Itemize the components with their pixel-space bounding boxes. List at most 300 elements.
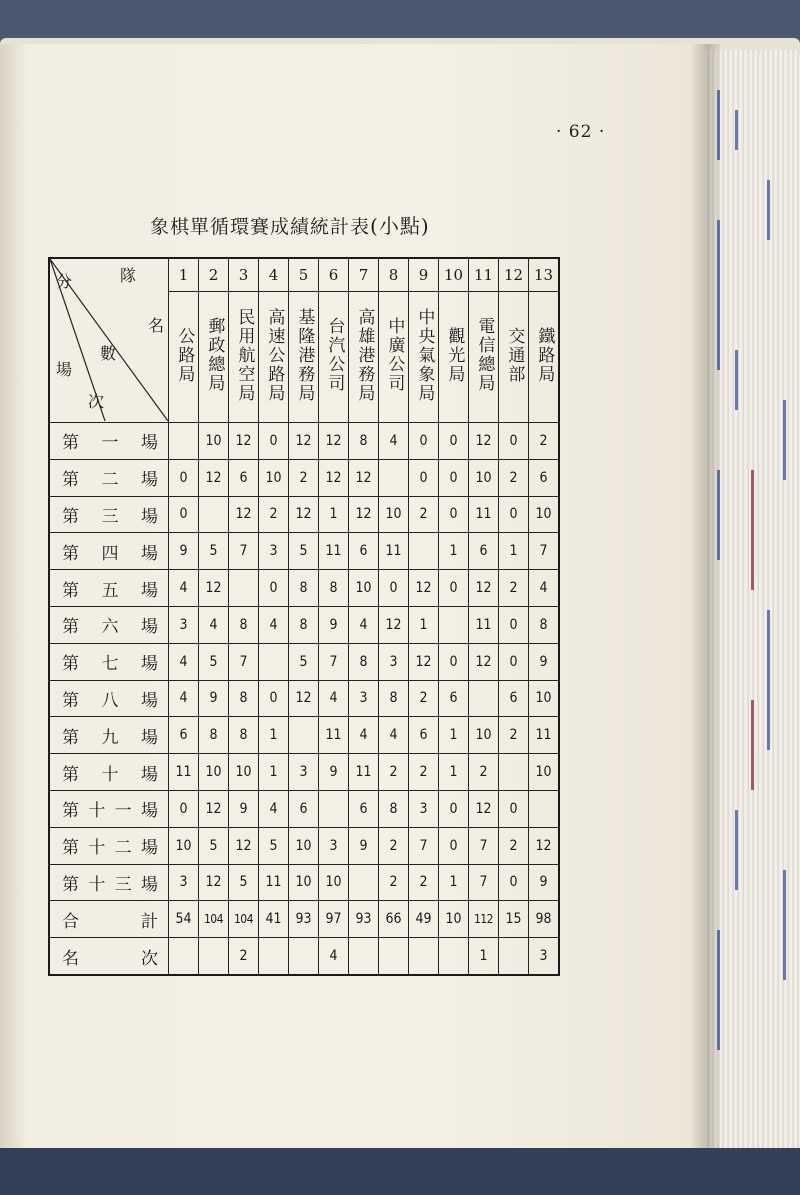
score-cell: 4 [379, 423, 409, 460]
score-cell: 6 [349, 533, 379, 570]
score-cell: 0 [379, 570, 409, 607]
row-label-char: 第 [62, 543, 79, 564]
score-cell: 2 [499, 717, 529, 754]
corner-label-chang: 場 [56, 360, 73, 379]
score-cell: 4 [379, 717, 409, 754]
score-cell [409, 938, 439, 975]
team-name-cell [409, 292, 439, 423]
score-cell: 1 [499, 533, 529, 570]
row-label [49, 459, 169, 496]
row-label-char: 第 [62, 838, 79, 859]
score-cell: 5 [199, 643, 229, 680]
page-gutter-shadow [690, 44, 720, 1148]
row-label-char: 十 [88, 838, 106, 859]
row-label-char: 場 [141, 433, 158, 454]
score-cell: 5 [199, 827, 229, 864]
row-label [49, 496, 169, 533]
row-label-text [50, 796, 168, 821]
score-cell: 5 [289, 643, 319, 680]
score-cell: 8 [379, 680, 409, 717]
score-cell: 12 [349, 459, 379, 496]
table-title-sub: (小點) [370, 214, 430, 238]
score-cell [349, 864, 379, 901]
team-name-cell [289, 292, 319, 423]
score-cell: 12 [349, 496, 379, 533]
row-label-text [50, 465, 168, 490]
score-cell: 2 [229, 938, 259, 975]
score-cell: 0 [439, 790, 469, 827]
score-cell: 54 [169, 901, 199, 938]
score-cell [439, 938, 469, 975]
row-label-text [50, 576, 168, 601]
score-cell: 49 [409, 901, 439, 938]
row-label-char: 場 [140, 838, 158, 859]
row-label [49, 864, 169, 901]
results-table-wrapper [48, 257, 560, 976]
round-row [49, 423, 559, 460]
score-cell: 9 [229, 790, 259, 827]
row-label-char: 十 [88, 801, 106, 822]
score-cell: 2 [409, 754, 439, 791]
row-label-char: 四 [101, 543, 119, 564]
row-label-char: 二 [101, 470, 119, 491]
score-cell: 3 [289, 754, 319, 791]
score-cell: 41 [259, 901, 289, 938]
score-cell: 10 [439, 901, 469, 938]
edge-tab [783, 870, 786, 980]
score-cell: 3 [169, 606, 199, 643]
score-cell: 10 [199, 423, 229, 460]
corner-label-ci: 次 [88, 392, 105, 411]
round-row [49, 459, 559, 496]
score-cell: 12 [529, 827, 560, 864]
score-cell: 93 [349, 901, 379, 938]
row-label [49, 754, 169, 791]
score-cell [499, 754, 529, 791]
score-cell: 4 [169, 643, 199, 680]
score-cell: 8 [349, 423, 379, 460]
score-cell [319, 790, 349, 827]
score-cell: 0 [499, 643, 529, 680]
team-number: 1 [169, 258, 199, 292]
score-cell: 1 [259, 754, 289, 791]
row-label-char: 第 [62, 801, 79, 822]
team-name: 中央氣象局 [414, 307, 435, 403]
team-name: 台汽公司 [324, 317, 345, 393]
table-title-main: 象棋單循環賽成績統計表 [150, 216, 371, 238]
score-cell: 1 [439, 533, 469, 570]
row-label-text [50, 870, 168, 895]
team-name-cell [349, 292, 379, 423]
row-label-text [50, 539, 168, 564]
score-cell: 2 [409, 680, 439, 717]
score-cell: 9 [169, 533, 199, 570]
score-cell: 2 [499, 459, 529, 496]
score-cell: 5 [289, 533, 319, 570]
score-cell: 15 [499, 901, 529, 938]
score-cell: 11 [349, 754, 379, 791]
row-label [49, 827, 169, 864]
score-cell: 12 [319, 459, 349, 496]
score-cell: 2 [379, 864, 409, 901]
score-cell: 10 [469, 717, 499, 754]
row-label-char: 第 [62, 433, 79, 454]
score-cell: 0 [439, 570, 469, 607]
row-label-text [50, 686, 168, 711]
score-cell: 12 [229, 423, 259, 460]
score-cell: 1 [409, 606, 439, 643]
row-label-char: 六 [101, 617, 119, 638]
score-cell: 8 [379, 790, 409, 827]
score-cell: 0 [169, 790, 199, 827]
score-cell: 10 [229, 754, 259, 791]
row-label-char: 計 [141, 911, 158, 932]
score-cell: 3 [349, 680, 379, 717]
row-label-char: 場 [141, 727, 158, 748]
score-cell: 97 [319, 901, 349, 938]
row-label-char: 三 [114, 874, 132, 895]
score-cell: 11 [529, 717, 560, 754]
corner-label-shu: 數 [100, 344, 117, 363]
row-label-char: 第 [62, 617, 79, 638]
edge-tab [751, 470, 754, 590]
team-name: 交通部 [504, 326, 525, 384]
score-cell: 5 [229, 864, 259, 901]
row-label-char: 次 [141, 948, 158, 969]
team-number: 2 [199, 258, 229, 292]
score-cell: 6 [409, 717, 439, 754]
row-label [49, 790, 169, 827]
score-cell: 10 [529, 680, 560, 717]
score-cell: 12 [289, 423, 319, 460]
score-cell [229, 570, 259, 607]
score-cell: 12 [469, 790, 499, 827]
header-row-numbers [49, 258, 559, 292]
score-cell: 6 [289, 790, 319, 827]
score-cell: 0 [499, 790, 529, 827]
score-cell: 0 [259, 423, 289, 460]
row-label-char: 場 [140, 801, 158, 822]
team-name-cell [379, 292, 409, 423]
score-cell [409, 533, 439, 570]
score-cell [169, 423, 199, 460]
row-label-text [50, 833, 168, 858]
score-cell: 2 [529, 423, 560, 460]
corner-label-name: 名 [148, 316, 165, 335]
team-name: 高速公路局 [264, 307, 285, 403]
row-label-char: 場 [141, 654, 158, 675]
score-cell: 3 [169, 864, 199, 901]
team-name-cell [499, 292, 529, 423]
row-label-char: 第 [62, 690, 79, 711]
team-name-cell [439, 292, 469, 423]
score-cell: 10 [529, 754, 560, 791]
score-cell: 8 [319, 570, 349, 607]
score-cell: 0 [259, 570, 289, 607]
score-cell: 0 [499, 606, 529, 643]
score-cell: 10 [469, 459, 499, 496]
team-name: 觀光局 [444, 326, 465, 384]
score-cell [169, 938, 199, 975]
score-cell: 0 [439, 459, 469, 496]
table-title [150, 210, 470, 239]
team-number: 12 [499, 258, 529, 292]
score-cell: 12 [469, 643, 499, 680]
team-name-cell [259, 292, 289, 423]
score-cell: 8 [289, 570, 319, 607]
round-row [49, 533, 559, 570]
row-label [49, 423, 169, 460]
score-cell: 104 [229, 901, 259, 938]
score-cell: 10 [349, 570, 379, 607]
score-cell: 4 [529, 570, 560, 607]
row-label-char: 場 [141, 764, 158, 785]
score-cell: 2 [379, 754, 409, 791]
score-cell: 0 [259, 680, 289, 717]
score-cell: 2 [499, 570, 529, 607]
score-cell: 10 [169, 827, 199, 864]
row-label-char: 場 [141, 580, 158, 601]
team-number: 7 [349, 258, 379, 292]
score-cell: 3 [319, 827, 349, 864]
row-label [49, 643, 169, 680]
row-label-char: 八 [101, 690, 119, 711]
row-label-char: 合 [62, 911, 79, 932]
score-cell: 4 [319, 938, 349, 975]
score-cell: 0 [499, 864, 529, 901]
score-cell: 10 [529, 496, 560, 533]
edge-tab [751, 700, 754, 790]
score-cell: 12 [229, 827, 259, 864]
score-cell: 4 [349, 606, 379, 643]
row-label [49, 606, 169, 643]
score-cell [199, 496, 229, 533]
score-cell: 11 [469, 496, 499, 533]
score-cell: 12 [199, 864, 229, 901]
score-cell: 3 [409, 790, 439, 827]
team-name-cell [199, 292, 229, 423]
edge-tab [735, 110, 738, 150]
round-row [49, 864, 559, 901]
score-cell: 6 [229, 459, 259, 496]
team-name-cell [229, 292, 259, 423]
score-cell: 7 [229, 533, 259, 570]
score-cell: 1 [439, 717, 469, 754]
score-cell: 10 [289, 864, 319, 901]
row-label-char: 五 [101, 580, 119, 601]
team-number: 9 [409, 258, 439, 292]
row-label-text [50, 649, 168, 674]
score-cell: 2 [409, 864, 439, 901]
rank-row [49, 938, 559, 975]
score-cell: 4 [319, 680, 349, 717]
row-label-char: 十 [88, 874, 106, 895]
score-cell: 5 [259, 827, 289, 864]
score-cell: 12 [409, 643, 439, 680]
score-cell [469, 680, 499, 717]
team-number: 6 [319, 258, 349, 292]
team-name: 電信總局 [474, 317, 495, 393]
score-cell: 2 [469, 754, 499, 791]
score-cell [529, 790, 560, 827]
score-cell: 1 [259, 717, 289, 754]
edge-tab [735, 350, 738, 410]
row-label-char: 場 [141, 543, 158, 564]
row-label [49, 938, 169, 975]
score-cell: 112 [469, 901, 499, 938]
score-cell: 4 [169, 570, 199, 607]
score-cell: 0 [439, 643, 469, 680]
row-label-text [50, 502, 168, 527]
row-label-char: 十 [101, 764, 119, 785]
row-label-char: 第 [62, 470, 79, 491]
score-cell: 9 [349, 827, 379, 864]
score-cell: 12 [199, 459, 229, 496]
row-label-text [50, 612, 168, 637]
score-cell: 4 [169, 680, 199, 717]
row-label-char: 第 [62, 764, 79, 785]
row-label-text [50, 944, 168, 969]
team-name-cell [529, 292, 560, 423]
corner-label-fen: 分 [56, 272, 73, 291]
row-label-char: 第 [62, 874, 79, 895]
score-cell: 8 [229, 717, 259, 754]
score-cell: 2 [499, 827, 529, 864]
corner-label-team: 隊 [120, 266, 137, 285]
score-cell: 4 [259, 606, 289, 643]
score-cell: 12 [319, 423, 349, 460]
score-cell [259, 643, 289, 680]
score-cell: 1 [439, 864, 469, 901]
team-name: 基隆港務局 [294, 307, 315, 403]
score-cell: 12 [379, 606, 409, 643]
score-cell [289, 938, 319, 975]
score-cell: 8 [289, 606, 319, 643]
edge-tab [767, 610, 770, 750]
team-name: 鐵路局 [534, 326, 555, 384]
score-cell: 12 [199, 570, 229, 607]
round-row [49, 717, 559, 754]
score-cell [379, 938, 409, 975]
round-row [49, 680, 559, 717]
score-cell [379, 459, 409, 496]
score-cell: 10 [199, 754, 229, 791]
score-cell: 0 [499, 496, 529, 533]
score-cell [259, 938, 289, 975]
score-cell: 0 [169, 459, 199, 496]
score-cell: 8 [529, 606, 560, 643]
team-name-cell [469, 292, 499, 423]
round-row [49, 827, 559, 864]
score-cell: 7 [319, 643, 349, 680]
score-cell: 10 [319, 864, 349, 901]
score-cell: 12 [469, 423, 499, 460]
corner-header-cell [49, 258, 169, 423]
score-cell: 12 [199, 790, 229, 827]
row-label-char: 三 [101, 506, 119, 527]
score-cell: 2 [409, 496, 439, 533]
score-cell: 2 [259, 496, 289, 533]
score-cell: 4 [349, 717, 379, 754]
row-label-text [50, 760, 168, 785]
score-cell [349, 938, 379, 975]
total-row [49, 901, 559, 938]
team-number: 5 [289, 258, 319, 292]
score-cell: 98 [529, 901, 560, 938]
score-cell: 6 [169, 717, 199, 754]
score-cell: 0 [439, 827, 469, 864]
team-number: 4 [259, 258, 289, 292]
score-cell: 0 [499, 423, 529, 460]
score-cell: 7 [529, 533, 560, 570]
row-label-char: 場 [141, 506, 158, 527]
score-cell: 6 [529, 459, 560, 496]
score-cell: 9 [319, 754, 349, 791]
score-cell: 10 [289, 827, 319, 864]
score-cell: 12 [409, 570, 439, 607]
score-cell: 5 [199, 533, 229, 570]
team-name: 公路局 [174, 326, 195, 384]
row-label-char: 九 [101, 727, 119, 748]
row-label-char: 場 [141, 470, 158, 491]
score-cell [199, 938, 229, 975]
score-cell: 10 [259, 459, 289, 496]
row-label [49, 680, 169, 717]
score-cell: 11 [469, 606, 499, 643]
score-cell: 6 [499, 680, 529, 717]
score-cell: 11 [379, 533, 409, 570]
team-name: 郵政總局 [204, 317, 225, 393]
team-number: 10 [439, 258, 469, 292]
score-cell: 2 [289, 459, 319, 496]
score-cell: 9 [529, 643, 560, 680]
score-cell: 12 [289, 680, 319, 717]
score-cell: 11 [169, 754, 199, 791]
row-label-char: 場 [141, 690, 158, 711]
team-name: 高雄港務局 [354, 307, 375, 403]
edge-tab [783, 400, 786, 480]
score-cell: 12 [469, 570, 499, 607]
row-label-char: 七 [101, 654, 119, 675]
row-label-char: 場 [141, 617, 158, 638]
row-label-text [50, 428, 168, 453]
team-number: 11 [469, 258, 499, 292]
score-cell: 2 [379, 827, 409, 864]
team-number: 8 [379, 258, 409, 292]
round-row [49, 643, 559, 680]
score-cell: 9 [529, 864, 560, 901]
score-cell: 7 [409, 827, 439, 864]
score-cell: 0 [169, 496, 199, 533]
edge-tab [735, 810, 738, 890]
round-row [49, 496, 559, 533]
row-label-text [50, 907, 168, 932]
row-label-char: 一 [114, 801, 132, 822]
row-label-char: 名 [62, 948, 79, 969]
score-cell: 11 [319, 717, 349, 754]
score-cell: 10 [379, 496, 409, 533]
score-cell: 1 [439, 754, 469, 791]
score-cell: 3 [529, 938, 560, 975]
team-name-cell [169, 292, 199, 423]
score-cell: 0 [409, 459, 439, 496]
row-label-char: 第 [62, 580, 79, 601]
round-row [49, 606, 559, 643]
score-cell: 4 [259, 790, 289, 827]
score-cell: 3 [259, 533, 289, 570]
score-cell: 11 [319, 533, 349, 570]
score-cell: 6 [439, 680, 469, 717]
